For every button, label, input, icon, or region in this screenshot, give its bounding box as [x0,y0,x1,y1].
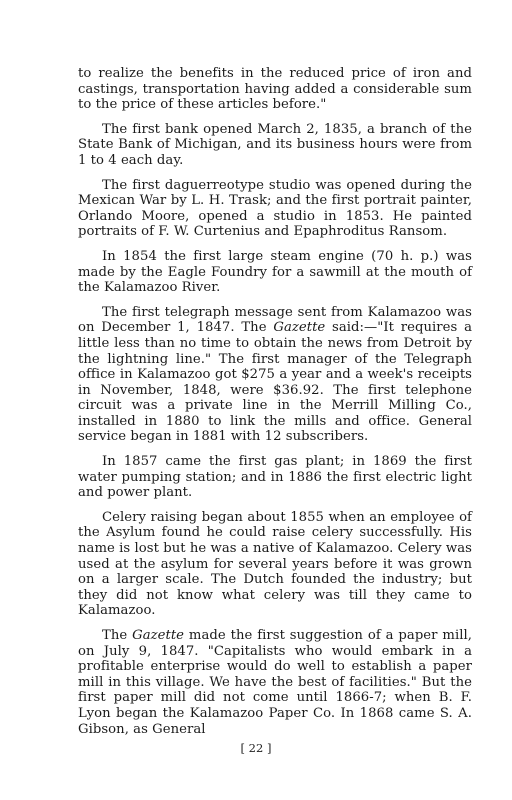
paragraph-text: The first telegraph message sent from Kalamazoo was on December 1, 1847. The [78,304,472,336]
paragraph-utilities [78,454,472,501]
paragraph-steam-engine [78,249,472,296]
paragraph-text: The first daguerreotype studio was opened during the Mexican War by L. H. Trask; and the first portrait painter, Orlando Moore, opened a studio in 1853. He painted portraits of F. W. Curtenius and Epaphroditus Ransom. [78,177,472,240]
page-number: [ 22 ] [240,741,272,755]
paragraph-telegraph [78,305,472,445]
newspaper-title: Gazette [273,320,326,336]
paragraph-text: In 1854 the first large steam engine (70 h. p.) was made by the Eagle Foundry for a sawmill at the mouth of the Kalamazoo River. [78,248,472,296]
paragraph-celery [78,510,472,619]
paragraph-text: The [102,628,133,643]
paragraph-text: said:—"It requires a little less than no time to obtain the news from Detroit by the lightning line." The first manager of the Telegraph office in Kalamazoo got $275 a year and a week's receipts in November, 1848, were $36.92. The first telephone circuit was a private line in the Merrill Milling Co., installed in 1880 to link the mills and office. General service began in 1881 with 12 subscribers. [78,320,473,445]
paragraph-continued [78,66,472,113]
body-text [78,66,472,746]
paragraph-paper-mill [78,628,472,737]
paragraph-text: Celery raising began about 1855 when an employee of the Asylum found he could raise celery successfully. His name is lost but he was a native of Kalamazoo. Celery was used at the asylum for several years before it was grown on a larger scale. The Dutch founded the industry; but they did not know what celery was till they came to Kalamazoo. [78,509,472,619]
paragraph-text: The first bank opened March 2, 1835, a branch of the State Bank of Michigan, and its business hours were from 1 to 4 each day. [78,121,472,168]
paragraph-text: to realize the benefits in the reduced price of iron and castings, transportation having added a considerable sum to the price of these articles before." [78,66,472,113]
paragraph-text: In 1857 came the first gas plant; in 1869 the first water pumping station; and in 1886 the first electric light and power plant. [78,454,472,501]
paragraph-daguerreotype [78,178,472,240]
newspaper-title: Gazette [132,628,185,643]
paragraph-text: made the first suggestion of a paper mill, on July 9, 1847. "Capitalists who would embark in a profitable enterprise would do well to establish a paper mill in this village. We have the best of facilities." But the first paper mill did not come until 1866-7; when B. F. Lyon began the Kalamazoo Paper Co. In 1868 came S. A. Gibson, as General [78,628,472,737]
paragraph-first-bank [78,122,472,169]
